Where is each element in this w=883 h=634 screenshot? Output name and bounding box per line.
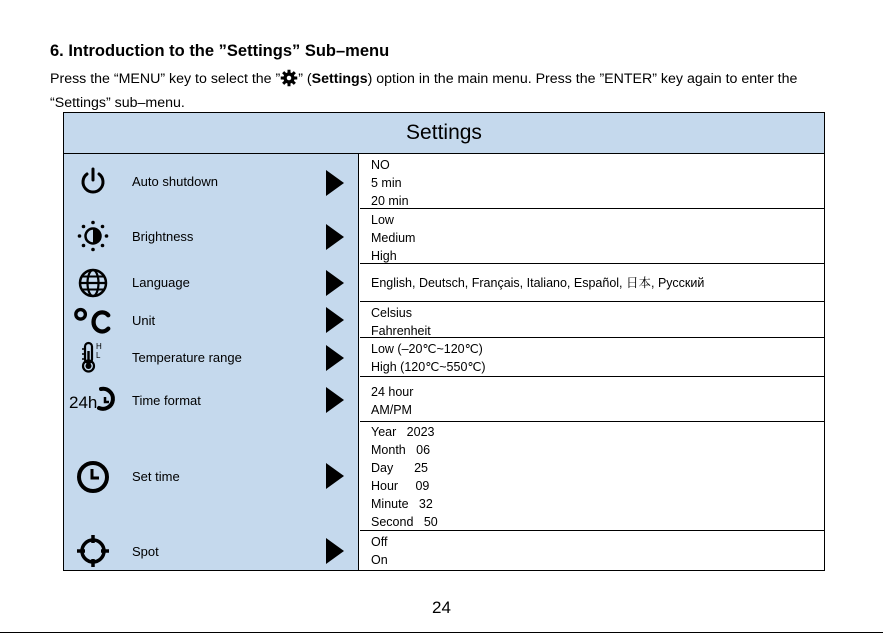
arrow-icon — [326, 270, 344, 296]
thermometer-icon — [72, 338, 114, 376]
24h-icon — [68, 381, 116, 419]
option-item: Month 06 — [371, 443, 431, 457]
settings-table — [63, 112, 825, 571]
row-label: Spot — [132, 544, 159, 559]
row-label: Set time — [132, 469, 180, 484]
option-item: On — [371, 553, 388, 567]
row-options — [360, 531, 824, 570]
row-options — [360, 338, 824, 377]
option-item: Low — [371, 213, 394, 227]
intro-text-2: ” ( — [298, 71, 312, 87]
bottom-divider — [0, 632, 883, 633]
option-item: NO — [371, 158, 390, 172]
table-row-brightness — [64, 209, 824, 264]
power-icon — [72, 162, 114, 200]
row-label: Time format — [132, 393, 201, 408]
arrow-icon — [326, 170, 344, 196]
row-label: Temperature range — [132, 350, 242, 365]
row-label: Brightness — [132, 229, 194, 244]
table-row-language — [64, 264, 824, 302]
option-item: AM/PM — [371, 403, 412, 417]
option-item: Medium — [371, 231, 416, 245]
row-options — [360, 264, 824, 302]
row-options — [360, 422, 824, 531]
option-item: High — [371, 249, 397, 263]
row-options — [360, 209, 824, 264]
option-item: Day 25 — [371, 461, 428, 475]
celsius-icon — [72, 302, 114, 340]
table-row-unit — [64, 302, 824, 338]
row-options — [360, 154, 824, 209]
24h-icon-text: 24h — [69, 393, 98, 412]
intro-text-3: ) option in the main menu. Press the ”ENTER” key again to enter the “Settings” sub–menu. — [50, 71, 798, 111]
table-row-set-time — [64, 422, 824, 531]
table-row-time-format — [64, 377, 824, 422]
option-item: 24 hour — [371, 385, 414, 399]
row-options — [360, 302, 824, 338]
option-item: Hour 09 — [371, 479, 430, 493]
row-options — [360, 377, 824, 422]
option-item: 5 min — [371, 176, 402, 190]
page-number: 24 — [432, 598, 451, 617]
arrow-icon — [326, 307, 344, 333]
option-item: Off — [371, 535, 388, 549]
arrow-icon — [326, 463, 344, 489]
option-item: English, Deutsch, Français, Italiano, Español, 日本, Русский — [371, 276, 705, 290]
clock-icon — [72, 458, 114, 496]
row-label: Language — [132, 275, 190, 290]
option-item: Celsius — [371, 306, 412, 320]
option-item: Fahrenheit — [371, 324, 431, 338]
intro-text-1: Press the “MENU” key to select the ” — [50, 71, 281, 87]
arrow-icon — [326, 224, 344, 250]
option-item: High (120℃~550℃) — [371, 360, 486, 374]
thermometer-high-label: H — [96, 342, 102, 351]
thermometer-low-label: L — [96, 351, 101, 360]
option-item: Second 50 — [371, 515, 438, 529]
globe-icon — [72, 264, 114, 302]
arrow-icon — [326, 538, 344, 564]
table-row-spot — [64, 531, 824, 570]
option-item: Year 2023 — [371, 425, 435, 439]
brightness-icon — [72, 217, 114, 255]
gear-icon — [280, 69, 298, 87]
row-label: Unit — [132, 313, 156, 328]
option-item: Minute 32 — [371, 497, 433, 511]
arrow-icon — [326, 387, 344, 413]
table-row-temperature-range — [64, 338, 824, 377]
arrow-icon — [326, 345, 344, 371]
settings-word: Settings — [311, 71, 368, 87]
table-title: Settings — [64, 113, 824, 154]
row-label: Auto shutdown — [132, 174, 219, 189]
intro-paragraph — [50, 67, 840, 115]
section-heading: 6. Introduction to the ”Settings” Sub–menu — [50, 42, 390, 60]
crosshair-icon — [72, 532, 114, 570]
table-row-auto-shutdown — [64, 154, 824, 209]
option-item: Low (–20℃~120℃) — [371, 342, 483, 356]
option-item: 20 min — [371, 194, 409, 208]
